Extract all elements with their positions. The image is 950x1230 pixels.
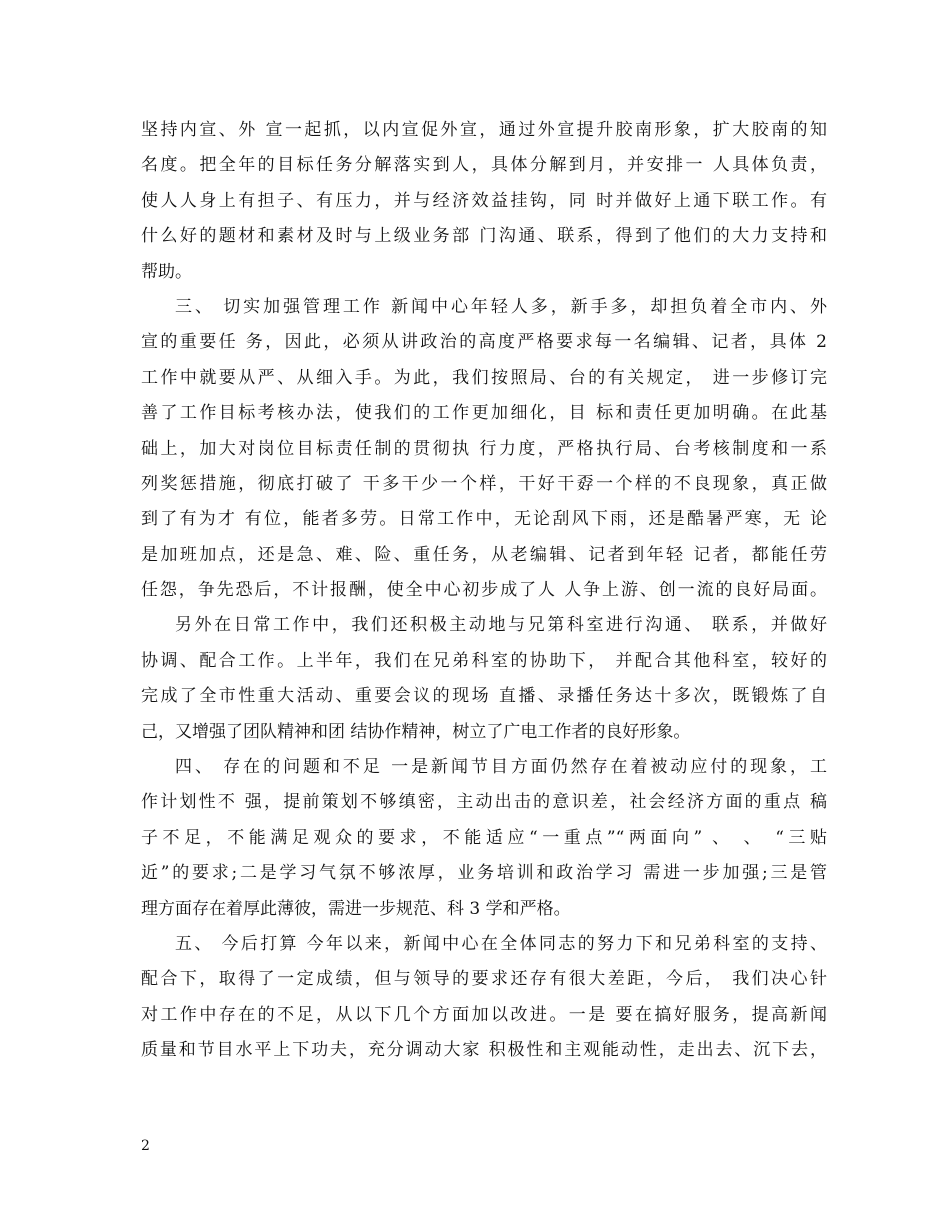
body-text: [141, 113, 827, 1069]
text-line: 任怨，争先恐后，不计报酬，使全中心初步成了人 人争上游、创一流的良好局面。: [141, 580, 827, 601]
text-line: 础上，加大对岗位目标责任制的贯彻执 行力度，严格执行局、台考核制度和一系: [141, 438, 827, 459]
text-line: 到了有为才 有位，能者多劳。日常工作中，无论刮风下雨，还是酷暑严寒，无 论: [141, 509, 827, 530]
text-line: 协调、配合工作。上半年，我们在兄弟科室的协助下， 并配合其他科室，较好的: [141, 650, 827, 671]
text-line: 什么好的题材和素材及时与上级业务部 门沟通、联系，得到了他们的大力支持和: [141, 226, 827, 247]
paragraph-problems: [141, 750, 827, 927]
text-line: 作计划性不 强，提前策划不够缜密，主动出击的意识差，社会经济方面的重点 稿: [141, 792, 827, 813]
text-line: 理方面存在着厚此薄彼，需进一步规范、科 3 学和严格。: [141, 898, 571, 919]
text-line: 工作中就要从严、从细入手。为此，我们按照局、台的有关规定， 进一步修订完: [141, 367, 827, 388]
text-line: 另外在日常工作中，我们还积极主动地与兄第科室进行沟通、 联系，并做好: [175, 615, 827, 636]
paragraph-management: [141, 290, 827, 609]
text-line: 宣的重要任 务，因此，必须从讲政治的高度严格要求每一名编辑、记者，具体 2: [141, 332, 827, 353]
text-line: 对工作中存在的不足，从以下几个方面加以改进。一是 要在搞好服务，提高新闻: [141, 1004, 827, 1025]
text-line: 质量和节目水平上下功夫，充分调动大家 积极性和主观能动性，走出去、沉下去，: [141, 1040, 827, 1061]
text-line: 己，又增强了团队精神和团 结协作精神，树立了广电工作者的良好形象。: [141, 721, 691, 742]
paragraph-plans: [141, 927, 827, 1069]
text-line: 列奖惩措施，彻底打破了 干多干少一个样，干好干孬一个样的不良现象，真正做: [141, 473, 827, 494]
text-line: 配合下，取得了一定成绩，但与领导的要求还存有很大差距，今后， 我们决心针: [141, 969, 827, 990]
paragraph-publicity: [141, 113, 827, 290]
text-line: 坚持内宣、外 宣一起抓，以内宣促外宣，通过外宣提升胶南形象，扩大胶南的知: [141, 120, 827, 140]
text-line: 名度。把全年的目标任务分解落实到人，具体分解到月，并安排一 人具体负责，: [141, 155, 827, 176]
text-line: 三、 切实加强管理工作 新闻中心年轻人多，新手多，却担负着全市内、外: [175, 296, 827, 317]
text-line: 四、 存在的问题和不足 一是新闻节目方面仍然存在着被动应付的现象，工: [175, 757, 827, 778]
text-line: 子不足，不能满足观众的要求，不能适应“一重点”“两面向” 、 、 “三贴: [141, 827, 827, 848]
text-line: 善了工作目标考核办法，使我们的工作更加细化，目 标和责任更加明确。在此基: [141, 403, 827, 424]
text-line: 五、 今后打算 今年以来，新闻中心在全体同志的努力下和兄弟科室的支持、: [175, 933, 827, 954]
text-line: 使人人身上有担子、有压力，并与经济效益挂钩，同 时并做好上通下联工作。有: [141, 190, 827, 211]
text-line: 帮助。: [141, 261, 192, 282]
paragraph-cooperation: [141, 608, 827, 750]
text-line: 完成了全市性重大活动、重要会议的现场 直播、录播任务达十多次，既锻炼了自: [141, 686, 827, 707]
text-line: 近”的要求;二是学习气氛不够浓厚，业务培训和政治学习 需进一步加强;三是管: [141, 863, 827, 884]
text-line: 是加班加点，还是急、难、险、重任务，从老编辑、记者到年轻 记者，都能任劳: [141, 544, 827, 565]
page-number: 2: [141, 1138, 150, 1154]
